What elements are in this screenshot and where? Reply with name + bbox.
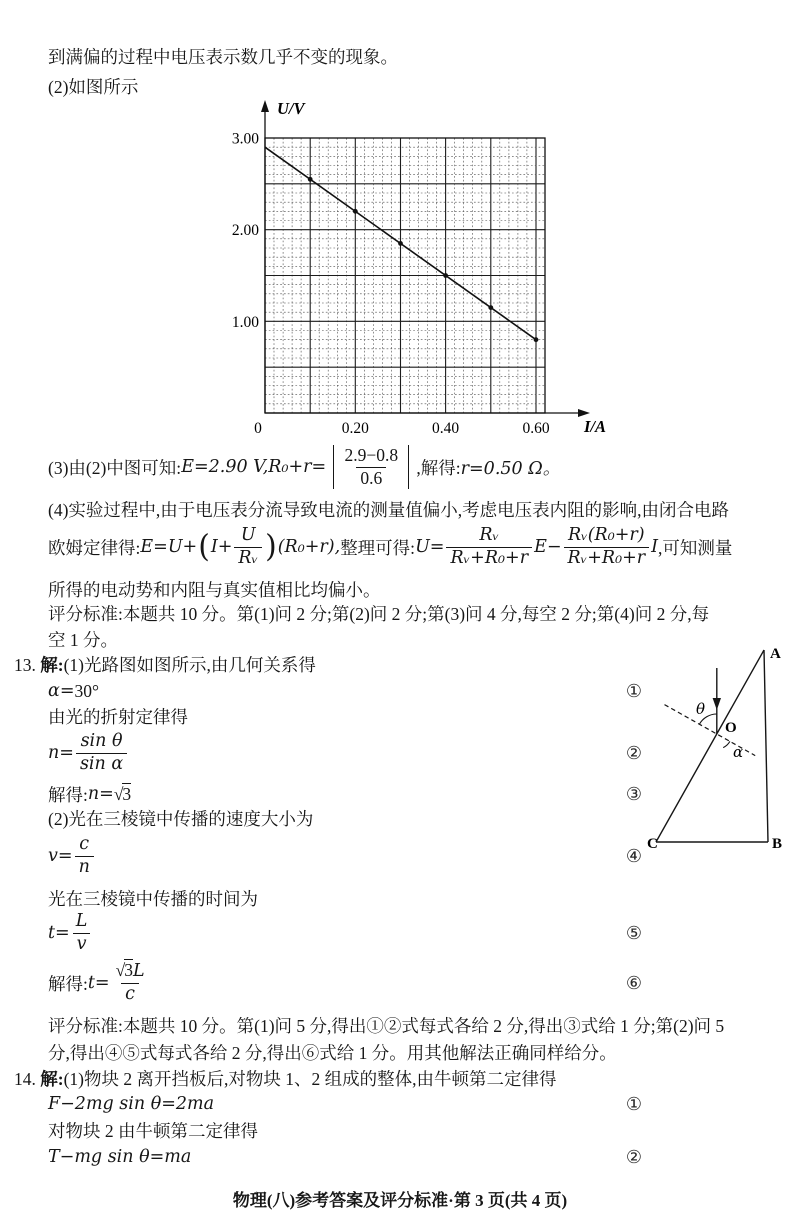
denominator: c: [121, 983, 139, 1006]
fraction: [76, 731, 127, 775]
radicand: 3: [124, 960, 133, 981]
denominator: sin α: [76, 753, 127, 776]
equation-number: ⑤: [625, 922, 642, 944]
equation-row: [48, 957, 642, 1009]
text-line: (4)实验过程中,由于电压表分流导致电流的测量值偏小,考虑电压表内阻的影响,由闭合电路: [48, 500, 730, 520]
vertex-label-C: C: [647, 836, 658, 852]
question-number: 14.: [14, 1069, 36, 1089]
text: 整理可得:: [340, 537, 416, 558]
text-line: 由光的折射定律得: [48, 707, 188, 727]
scoring-line: 空 1 分。: [48, 630, 118, 650]
vertex-label-A: A: [770, 646, 781, 662]
question-13-head: [14, 652, 634, 677]
math: F−2mg sin θ=2ma: [48, 1094, 215, 1114]
svg-text:I/A: I/A: [584, 417, 607, 436]
math-value: 30°: [74, 680, 99, 701]
radical-sign: √: [113, 783, 124, 804]
text-line: 对物块 2 由牛顿第二定律得: [48, 1121, 258, 1141]
math: T−mg sin θ=ma: [48, 1147, 192, 1167]
point-label-O: O: [725, 720, 737, 736]
math: r=0.50 Ω。: [460, 458, 561, 479]
equation-row: [48, 833, 642, 879]
numerator: U: [240, 524, 256, 545]
numerator: c: [79, 833, 90, 854]
denominator: Rᵥ: [234, 547, 262, 570]
formula-line-part3: [48, 440, 774, 494]
scoring-line: 评分标准:本题共 10 分。第(1)问 5 分,得出①②式每式各给 2 分,得出③式给 1 分;第(2)问 5: [48, 1016, 725, 1036]
uv-graph: [222, 92, 614, 444]
math: I+: [210, 537, 233, 557]
numerator: L: [75, 910, 88, 931]
text: (1)物块 2 离开挡板后,对物块 1、2 组成的整体,由牛顿第二定律得: [63, 1069, 557, 1089]
math: E=2.90 V,: [181, 457, 269, 477]
solution-label: 解:: [40, 1069, 64, 1089]
text: 解得:: [48, 784, 88, 805]
fraction: [112, 960, 149, 1005]
equation-row: [48, 729, 642, 777]
scoring-line: 分,得出④⑤式每式各给 2 分,得出⑥式给 1 分。用其他解法正确同样给分。: [48, 1043, 617, 1063]
numerator: Rᵥ: [479, 524, 500, 545]
text-line: 到满偏的过程中电压表示数几乎不变的现象。: [48, 47, 398, 67]
angle-label-theta: θ: [696, 700, 706, 718]
denominator: 0.6: [356, 467, 386, 490]
text: 欧姆定律得:: [48, 537, 141, 558]
text: (1)光路图如图所示,由几何关系得: [63, 655, 316, 675]
svg-text:2.00: 2.00: [231, 222, 259, 240]
equation-row: [48, 1145, 642, 1169]
denominator: v: [73, 933, 91, 956]
equation-number: ④: [625, 845, 642, 867]
solution-label: 解:: [40, 655, 64, 675]
math: t=: [87, 973, 110, 993]
svg-text:0.40: 0.40: [432, 420, 460, 437]
text-line: (2)如图所示: [48, 77, 139, 97]
equation-row: [48, 679, 642, 703]
denominator: Rᵥ+R₀+r: [446, 547, 532, 570]
abs-bar: [408, 445, 409, 489]
paren-open: (: [198, 527, 210, 565]
numerator: [112, 960, 149, 983]
text-line: (2)光在三棱镜中传播的速度大小为: [48, 809, 314, 829]
numerator: 2.9−0.8: [344, 444, 399, 465]
denominator: n: [75, 856, 94, 879]
fraction: [75, 834, 94, 878]
numerator: Rᵥ(R₀+r): [568, 524, 645, 545]
fraction: [564, 525, 650, 569]
equation-number: ③: [625, 783, 642, 805]
radical-sign: √: [115, 960, 126, 981]
fraction: [446, 525, 532, 569]
denominator: Rᵥ+R₀+r: [564, 547, 650, 570]
math: t=: [48, 923, 70, 943]
equation-number: ②: [625, 742, 642, 764]
fraction: [72, 911, 92, 955]
math: α=: [48, 681, 75, 701]
text-line: 所得的电动势和内阻与真实值相比均偏小。: [48, 580, 381, 600]
text-line: 光在三棱镜中传播的时间为: [48, 889, 258, 909]
question-number: 13.: [14, 655, 36, 675]
numerator: sin θ: [80, 730, 123, 751]
angle-label-alpha: α: [733, 743, 744, 761]
math: I: [651, 537, 659, 557]
equation-number: ⑥: [625, 972, 642, 994]
text: ,解得:: [416, 457, 461, 478]
svg-text:3.00: 3.00: [231, 130, 259, 148]
svg-text:0.60: 0.60: [522, 420, 550, 437]
alpha-angle-arc: [723, 741, 730, 747]
abs-value-group: [329, 445, 413, 489]
math: n=: [48, 743, 74, 763]
math: v=: [48, 846, 73, 866]
text: 解得:: [48, 973, 88, 994]
equation-row: [48, 909, 642, 957]
formula-line-part4: [48, 520, 774, 574]
equation-row: [48, 1092, 642, 1116]
scoring-line: 评分标准:本题共 10 分。第(1)问 2 分;第(2)问 2 分;第(3)问 4 分,每空 2 分;第(4)问 2 分,每: [48, 604, 710, 624]
math: R₀+r=: [268, 457, 327, 477]
fraction: [234, 525, 262, 569]
paren-close: ): [265, 527, 277, 565]
vertex-label-B: B: [772, 836, 783, 852]
math: L: [132, 961, 145, 982]
math: E=U+: [140, 537, 198, 557]
question-14-head: [14, 1066, 774, 1091]
radicand: 3: [122, 784, 132, 804]
text: (3)由(2)中图可知:: [48, 457, 182, 478]
equation-row: [48, 781, 642, 807]
math: n=: [87, 784, 114, 804]
math: (R₀+r),: [277, 537, 341, 557]
svg-text:1.00: 1.00: [231, 313, 259, 331]
fraction: [340, 445, 402, 489]
equation-number: ①: [625, 680, 642, 702]
svg-text:0: 0: [254, 420, 262, 437]
math: U=: [415, 537, 445, 557]
page-footer: 物理(八)参考答案及评分标准·第 3 页(共 4 页): [232, 1191, 568, 1210]
equation-number: ①: [625, 1093, 642, 1115]
text: ,可知测量: [658, 537, 733, 558]
abs-bar: [333, 445, 334, 489]
equation-number: ②: [625, 1146, 642, 1168]
svg-text:0.20: 0.20: [341, 420, 369, 437]
svg-text:U/V: U/V: [277, 99, 305, 118]
math: E−: [534, 537, 562, 557]
